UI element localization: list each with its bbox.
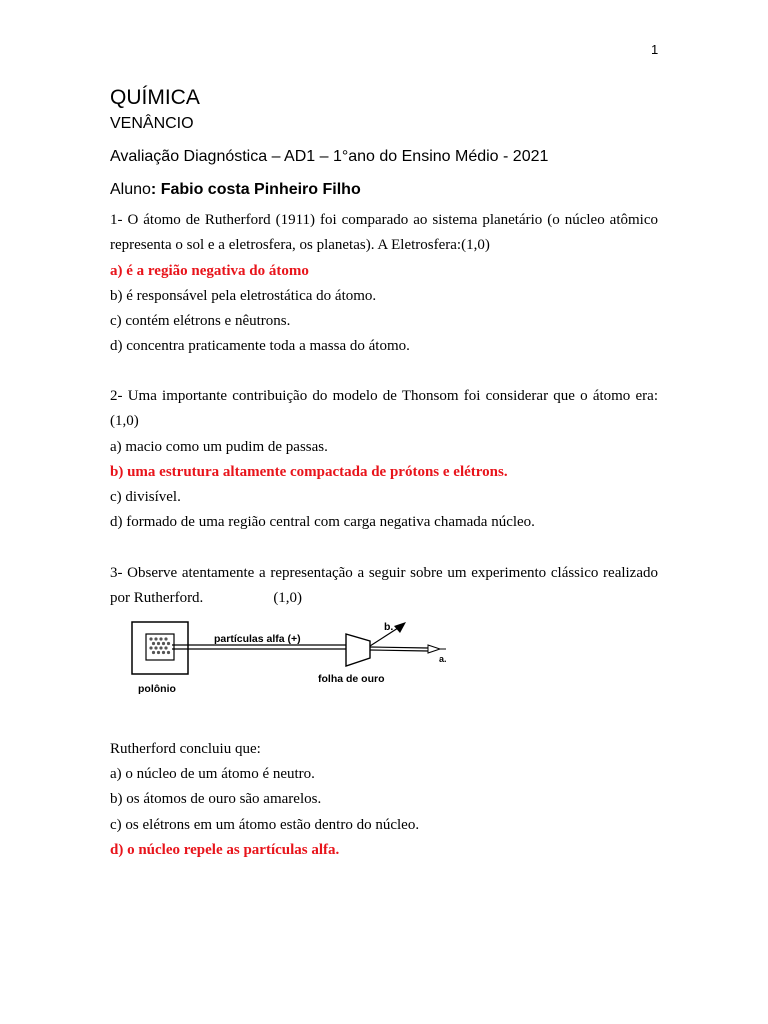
label-gold-foil: folha de ouro [318, 673, 385, 685]
q2-option-d: d) formado de uma região central com carga negativa chamada núcleo. [110, 514, 535, 530]
arrow-b [394, 622, 406, 633]
question-3-stem [110, 561, 658, 611]
student-line [110, 181, 361, 199]
arrow-a [428, 645, 440, 653]
q2-option-c: c) divisível. [110, 489, 181, 505]
teacher-name: VENÂNCIO [110, 115, 194, 132]
question-1-stem: 1- O átomo de Rutherford (1911) foi comparado ao sistema planetário (o núcleo atômico representa o sol e a eletrosfera, os planetas). A Eletrosfera:(1,0) [110, 212, 658, 253]
q3-stem-text: 3- Observe atentamente a representação a seguir sobre um experimento clássico realizado por Rutherford. [110, 565, 658, 606]
exam-title: Avaliação Diagnóstica – AD1 – 1°ano do Ensino Médio - 2021 [110, 148, 549, 165]
gold-foil [346, 634, 370, 666]
q1-option-a: a) é a região negativa do átomo [110, 263, 309, 279]
q3-points: (1,0) [273, 590, 303, 606]
q3-option-b: b) os átomos de ouro são amarelos. [110, 791, 322, 807]
q2-option-b: b) uma estrutura altamente compactada de prótons e elétrons. [110, 464, 508, 480]
beam-through [370, 647, 428, 648]
q3-option-c: c) os elétrons em um átomo estão dentro do núcleo. [110, 817, 420, 833]
rutherford-experiment-figure [128, 614, 452, 700]
q3-conclusion: Rutherford concluiu que: [110, 741, 261, 757]
student-label: Aluno [110, 181, 151, 198]
label-b: b. [384, 621, 394, 633]
question-2-stem: 2- Uma importante contribuição do modelo de Thonsom foi considerar que o átomo era: (1,0) [110, 388, 658, 429]
q3-option-d: d) o núcleo repele as partículas alfa. [110, 842, 340, 858]
q1-option-b: b) é responsável pela eletrostática do átomo. [110, 288, 377, 304]
page-number: 1 [651, 42, 659, 57]
subject-title: QUÍMICA [110, 86, 200, 109]
q2-option-a: a) macio como um pudim de passas. [110, 439, 328, 455]
beam-through-2 [370, 650, 428, 651]
label-polonium: polônio [138, 683, 176, 695]
q1-option-d: d) concentra praticamente toda a massa do átomo. [110, 338, 410, 354]
q1-option-c: c) contém elétrons e nêutrons. [110, 313, 291, 329]
student-name: : Fabio costa Pinheiro Filho [150, 181, 361, 198]
label-a: a. [439, 654, 447, 664]
q3-option-a: a) o núcleo de um átomo é neutro. [110, 766, 315, 782]
label-alpha-particles: partículas alfa (+) [214, 633, 301, 645]
